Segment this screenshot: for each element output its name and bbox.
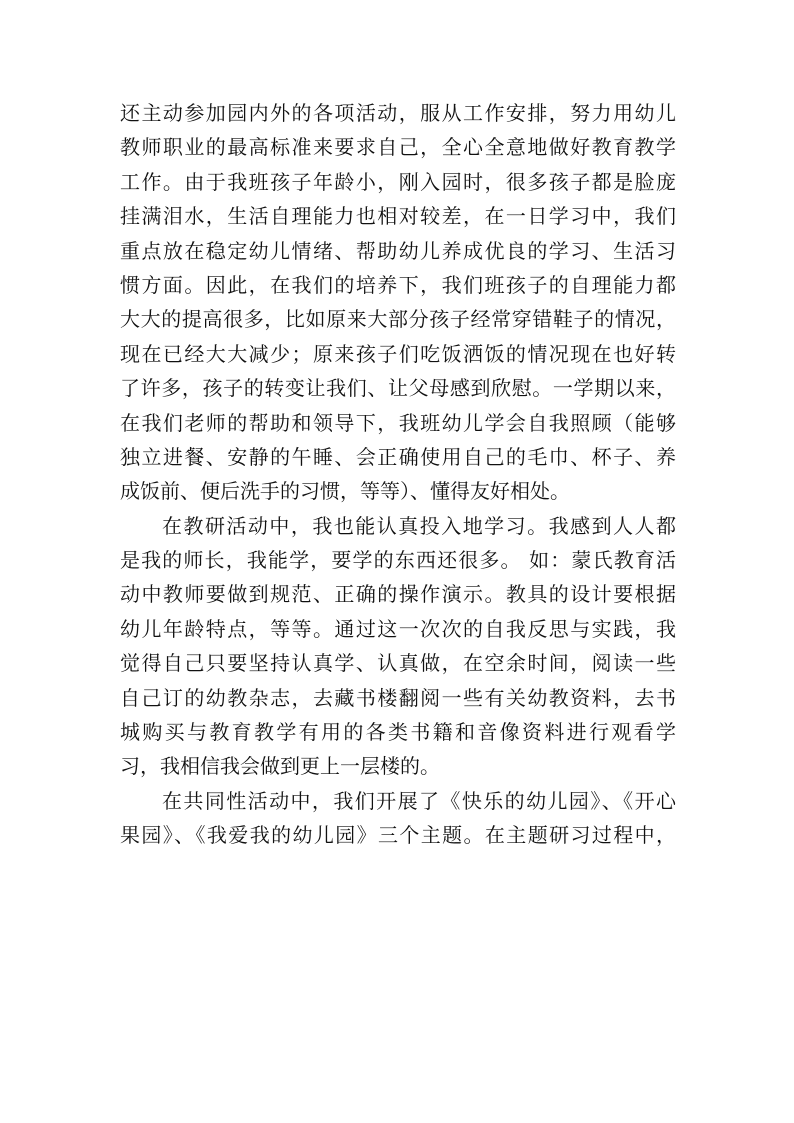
text-line: 城购买与教育教学有用的各类书籍和音像资料进行观看学 [120,720,676,745]
text-line: 惯方面。因此，在我们的培养下，我们班孩子的自理能力都 [120,272,676,297]
text-line: 大大的提高很多，比如原来大部分孩子经常穿错鞋子的情况， [120,307,676,332]
paragraph-1 [120,96,676,509]
text-line: 自己订的幼教杂志，去藏书楼翻阅一些有关幼教资料，去书 [120,685,676,710]
text-line: 还主动参加园内外的各项活动，服从工作安排，努力用幼儿 [120,101,676,125]
text-line: 习，我相信我会做到更上一层楼的。 [120,754,440,779]
text-line: 在我们老师的帮助和领导下，我班幼儿学会自我照顾（能够 [120,410,676,435]
text-line: 挂满泪水，生活自理能力也相对较差，在一日学习中，我们 [120,204,676,229]
text-line: 现在已经大大减少；原来孩子们吃饭洒饭的情况现在也好转 [120,341,676,366]
document-body [120,96,676,853]
text-line: 动中教师要做到规范、正确的操作演示。教具的设计要根据 [120,582,676,607]
text-line: 独立进餐、安静的午睡、会正确使用自己的毛巾、杯子、养 [120,444,676,469]
paragraph-3 [120,784,676,853]
text-line: 了许多，孩子的转变让我们、让父母感到欣慰。一学期以来， [120,376,676,401]
text-line: 在共同性活动中，我们开展了《快乐的幼儿园》、《开心 [162,788,676,813]
text-line: 是我的师长，我能学，要学的东西还很多。 如：蒙氏教育活 [120,548,676,573]
text-line: 果园》、《我爱我的幼儿园》三个主题。在主题研习过程中， [120,823,676,848]
text-line: 重点放在稳定幼儿情绪、帮助幼儿养成优良的学习、生活习 [120,238,676,263]
text-line: 教师职业的最高标准来要求自己，全心全意地做好教育教学 [120,135,676,160]
text-line: 成饭前、便后洗手的习惯，等等）、懂得友好相处。 [120,479,570,504]
text-line: 幼儿年龄特点，等等。通过这一次次的自我反思与实践，我 [120,616,676,641]
text-line: 在教研活动中，我也能认真投入地学习。我感到人人都 [162,513,676,538]
paragraph-2 [120,509,676,784]
text-line: 工作。由于我班孩子年龄小，刚入园时，很多孩子都是脸庞 [120,169,676,194]
text-line: 觉得自己只要坚持认真学、认真做，在空余时间，阅读一些 [120,651,676,676]
